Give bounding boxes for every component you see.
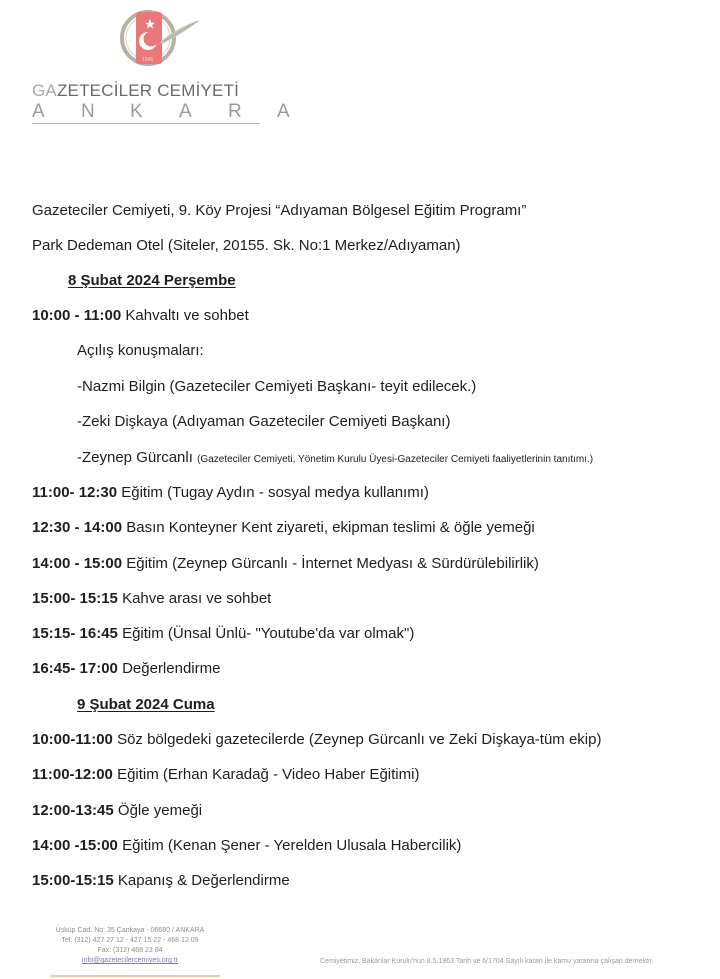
footer-legal-note: Cemiyetimiz, Bakanlar Kurulu'nun 8.5.1963 Tarih ve 6/1704 Sayılı kararı ile kamu yararına çalışan dernektir. (320, 958, 654, 965)
city-letter: A (179, 101, 192, 122)
schedule-item (32, 872, 290, 889)
schedule-time: 11:00- 12:30 (32, 484, 118, 501)
gazeteciler-cemiyeti-logo (120, 8, 202, 68)
org-name-rest: ZETECİLER CEMİYETİ (56, 81, 240, 100)
schedule-item (32, 802, 202, 819)
footer-divider (50, 975, 220, 977)
schedule-time: 14:00 -15:00 (32, 837, 118, 854)
speaker-item (77, 378, 476, 395)
emblem-icon (120, 8, 202, 68)
schedule-item (32, 660, 220, 677)
org-city (32, 101, 326, 123)
schedule-text: Eğitim (Erhan Karadağ - Video Haber Eğitimi) (117, 766, 420, 783)
footer-contact (50, 926, 210, 966)
city-letter: A (32, 101, 45, 122)
schedule-time: 15:15- 16:45 (32, 625, 118, 642)
svg-text:1946: 1946 (142, 57, 154, 63)
speaker-item (77, 413, 450, 430)
schedule-time: 12:30 - 14:00 (32, 519, 123, 536)
footer-email-link[interactable]: info@gazetecilercemiyeti.org.tr (81, 957, 179, 964)
schedule-item (32, 519, 535, 536)
speaker-note: (Gazeteciler Cemiyeti, Yönetim Kurulu Üyesi-Gazeteciler Cemiyeti faaliyetlerinin tanıtımı.) (197, 454, 594, 465)
schedule-time: 12:00-13:45 (32, 802, 114, 819)
schedule-item (32, 625, 414, 642)
schedule-item (32, 555, 539, 572)
schedule-text: Değerlendirme (122, 660, 221, 677)
opening-speeches-label: Açılış konuşmaları: (77, 342, 204, 359)
speaker-item (77, 449, 593, 466)
schedule-text: Kapanış & Değerlendirme (117, 872, 290, 889)
city-letter: K (130, 101, 143, 122)
schedule-item (32, 590, 271, 607)
schedule-item (32, 731, 601, 748)
schedule-text: Öğle yemeği (117, 802, 203, 819)
schedule-time: 15:00- 15:15 (32, 590, 118, 607)
schedule-time: 10:00 - 11:00 (32, 307, 122, 324)
schedule-time: 15:00-15:15 (32, 872, 114, 889)
footer-phone: Tel: (312) 427 27 12 - 427 15 22 - 468 12 09 (61, 937, 199, 944)
schedule-item (32, 307, 249, 324)
schedule-time: 14:00 - 15:00 (32, 555, 123, 572)
schedule-item (32, 766, 419, 783)
schedule-item (32, 484, 429, 501)
document-title: Gazeteciler Cemiyeti, 9. Köy Projesi “Adıyaman Bölgesel Eğitim Programı” (32, 202, 527, 219)
city-letter: A (277, 101, 290, 122)
header-divider (32, 123, 260, 124)
schedule-item (32, 837, 461, 854)
footer-address: Üsküp Cad. No: 35 Çankaya - 06680 / ANKARA (55, 927, 205, 934)
schedule-text: Eğitim (Ünsal Ünlü- "Youtube'da var olmak") (122, 625, 415, 642)
speaker-name: -Nazmi Bilgin (Gazeteciler Cemiyeti Başkanı- teyit edilecek.) (77, 378, 477, 395)
venue: Park Dedeman Otel (Siteler, 20155. Sk. No:1 Merkez/Adıyaman) (32, 237, 461, 254)
day-heading: 8 Şubat 2024 Perşembe (68, 272, 236, 289)
schedule-time: 10:00-11:00 (32, 731, 113, 748)
footer-fax: Fax: (312) 468 23 84 (97, 947, 163, 954)
day-heading: 9 Şubat 2024 Cuma (77, 696, 215, 713)
org-name-prefix: GA (32, 81, 57, 100)
schedule-text: Kahvaltı ve sohbet (125, 307, 249, 324)
schedule-text: Basın Konteyner Kent ziyareti, ekipman teslimi & öğle yemeği (126, 519, 535, 536)
city-letter: R (228, 101, 242, 122)
schedule-text: Eğitim (Kenan Şener - Yerelden Ulusala Habercilik) (122, 837, 462, 854)
schedule-text: Eğitim (Zeynep Gürcanlı - İnternet Medyası & Sürdürülebilirlik) (126, 555, 539, 572)
schedule-text: Kahve arası ve sohbet (122, 590, 272, 607)
schedule-time: 16:45- 17:00 (32, 660, 118, 677)
schedule-text: Söz bölgedeki gazetecilerde (Zeynep Gürcanlı ve Zeki Dişkaya-tüm ekip) (117, 731, 602, 748)
city-letter: N (81, 101, 95, 122)
org-name (32, 81, 239, 101)
speaker-name: -Zeki Dişkaya (Adıyaman Gazeteciler Cemiyeti Başkanı) (77, 413, 451, 430)
schedule-text: Eğitim (Tugay Aydın - sosyal medya kullanımı) (121, 484, 429, 501)
speaker-name: -Zeynep Gürcanlı (77, 449, 193, 466)
schedule-time: 11:00-12:00 (32, 766, 113, 783)
